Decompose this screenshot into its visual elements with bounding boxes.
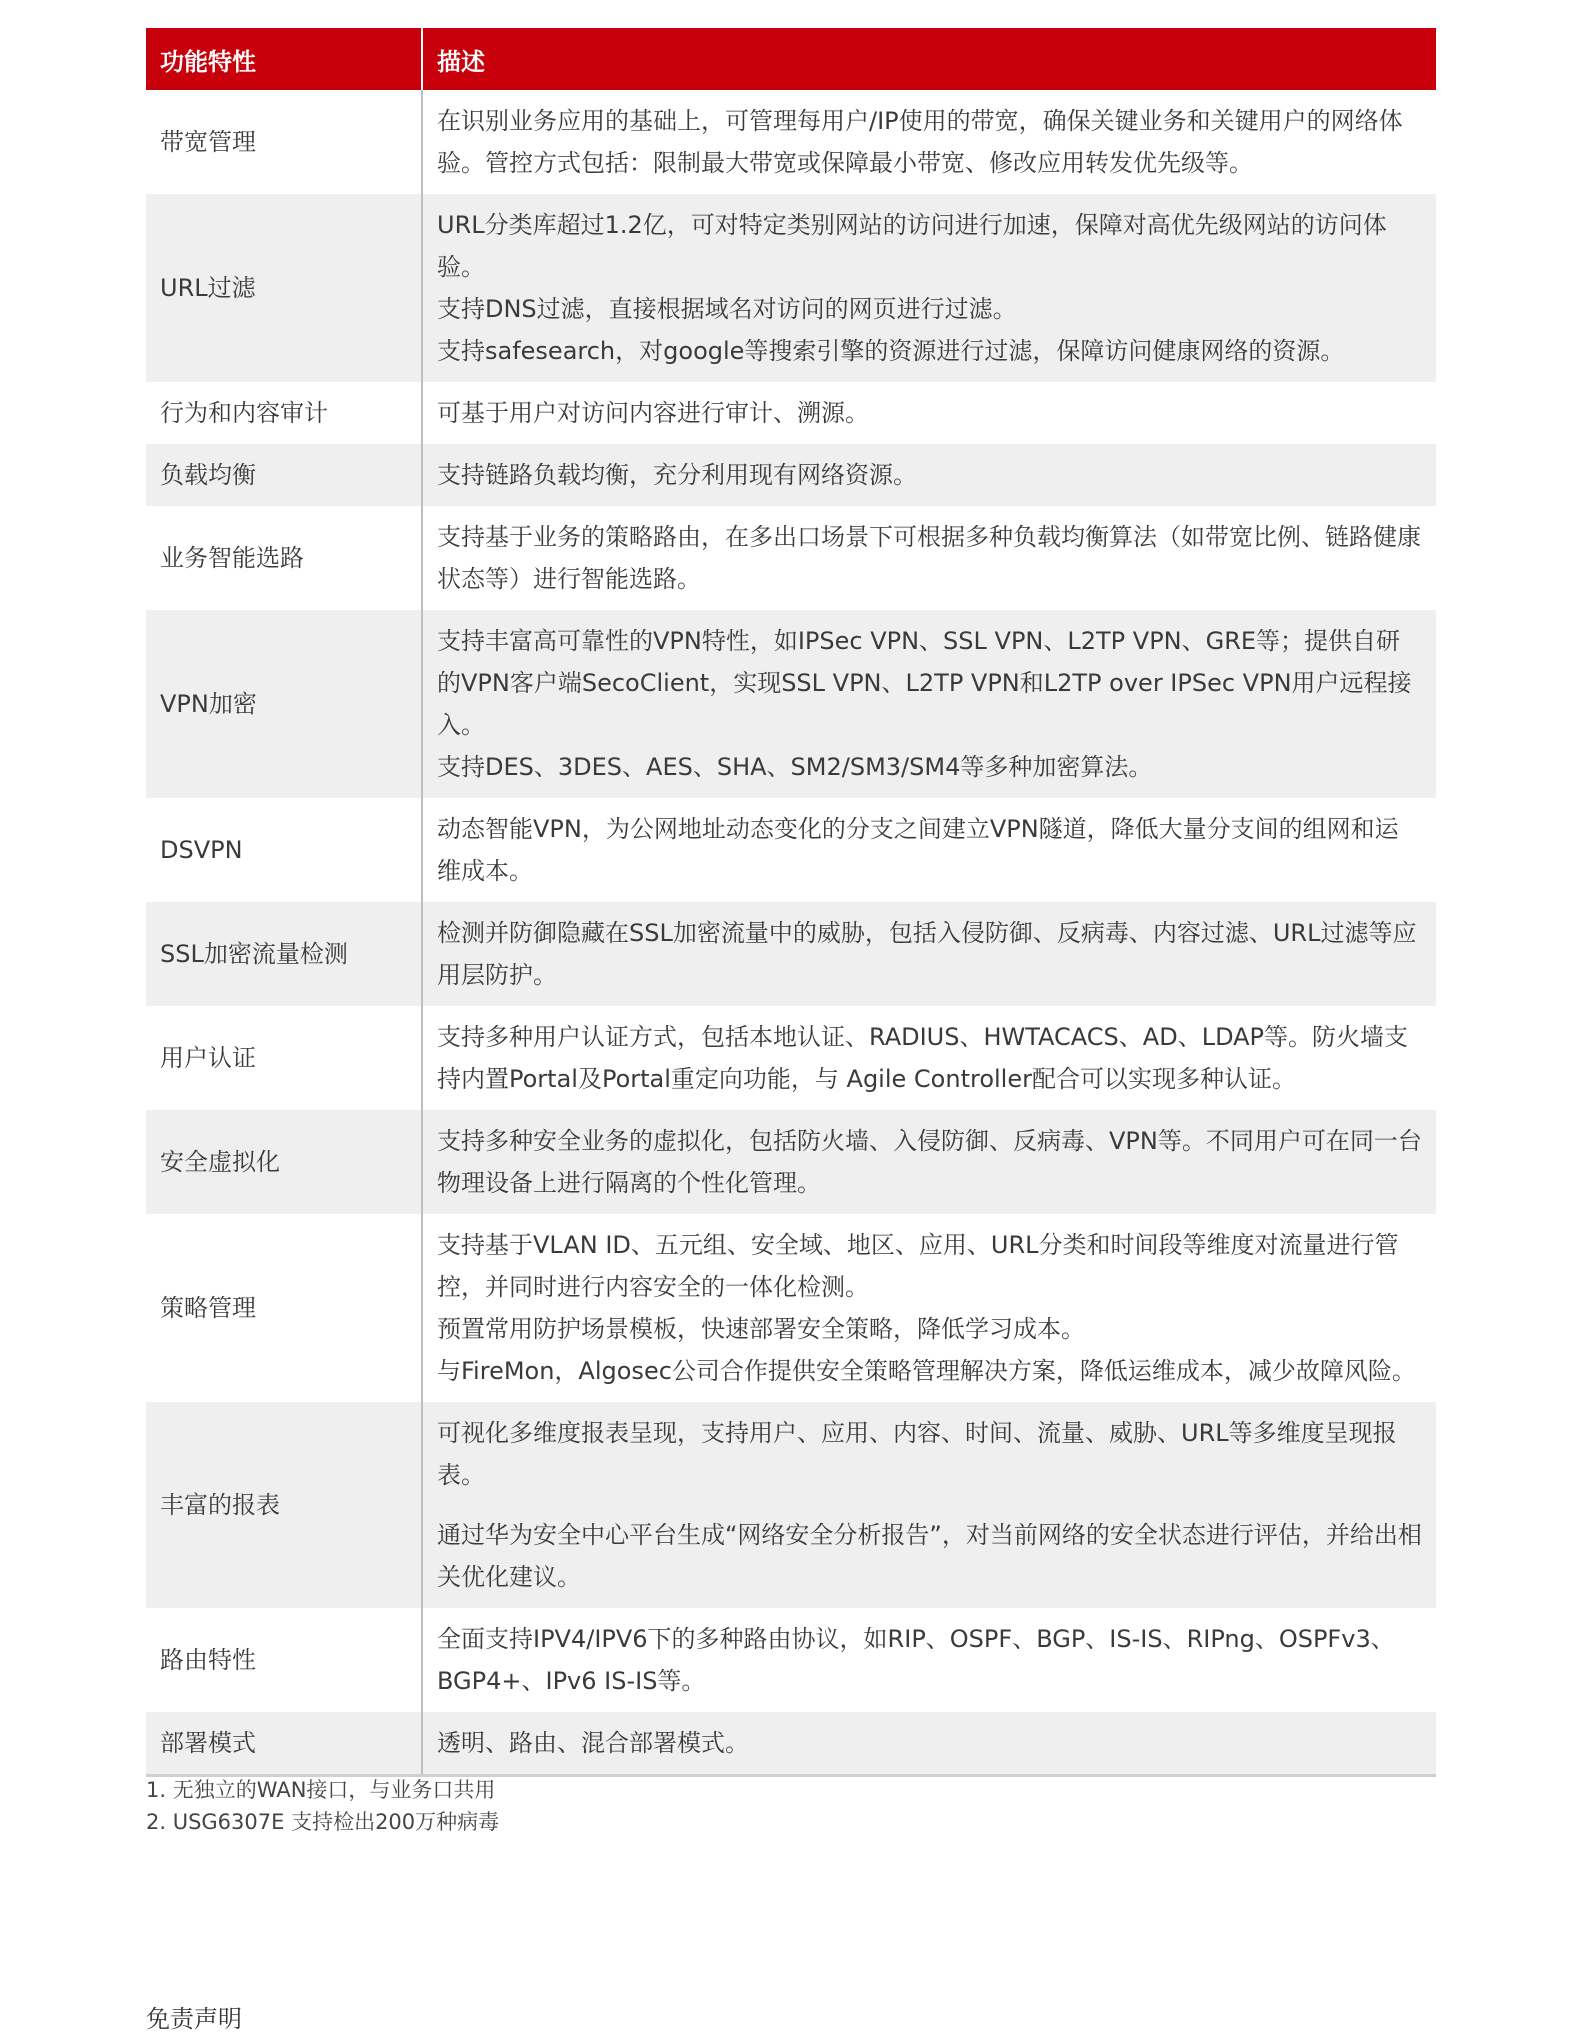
description-cell	[422, 798, 1436, 902]
feature-cell: 安全虚拟化	[146, 1110, 422, 1214]
description-cell	[422, 1006, 1436, 1110]
table-header	[146, 28, 1436, 90]
table-row	[146, 798, 1436, 902]
feature-cell: DSVPN	[146, 798, 422, 902]
description-cell	[422, 1712, 1436, 1776]
feature-cell: 路由特性	[146, 1608, 422, 1712]
table-row	[146, 444, 1436, 506]
header-description: 描述	[422, 28, 1436, 90]
description-cell	[422, 382, 1436, 444]
table-row	[146, 1712, 1436, 1776]
description-cell	[422, 194, 1436, 382]
description-paragraph: 支持多种安全业务的虚拟化，包括防火墙、入侵防御、反病毒、VPN等。不同用户可在同一台物理设备上进行隔离的个性化管理。	[437, 1127, 1422, 1197]
feature-cell: SSL加密流量检测	[146, 902, 422, 1006]
description-cell	[422, 1214, 1436, 1402]
footnotes	[146, 1774, 499, 1838]
description-paragraph: 支持链路负载均衡，充分利用现有网络资源。	[437, 461, 917, 489]
table-row	[146, 1110, 1436, 1214]
feature-table	[146, 28, 1436, 1777]
description-paragraph: 支持DES、3DES、AES、SHA、SM2/SM3/SM4等多种加密算法。	[437, 753, 1153, 781]
feature-cell: 负载均衡	[146, 444, 422, 506]
description-paragraph: 在识别业务应用的基础上，可管理每用户/IP使用的带宽，确保关键业务和关键用户的网络体验。管控方式包括：限制最大带宽或保障最小带宽、修改应用转发优先级等。	[437, 107, 1403, 177]
description-paragraph: 支持基于VLAN ID、五元组、安全域、地区、应用、URL分类和时间段等维度对流量进行管控，并同时进行内容安全的一体化检测。	[437, 1231, 1399, 1301]
description-paragraph: URL分类库超过1.2亿，可对特定类别网站的访问进行加速，保障对高优先级网站的访问体验。	[437, 211, 1387, 281]
table-row	[146, 90, 1436, 194]
feature-cell: 丰富的报表	[146, 1402, 422, 1608]
table-header-row	[146, 28, 1436, 90]
table-row	[146, 1214, 1436, 1402]
header-feature: 功能特性	[146, 28, 422, 90]
feature-cell: 业务智能选路	[146, 506, 422, 610]
feature-cell: 策略管理	[146, 1214, 422, 1402]
feature-cell: URL过滤	[146, 194, 422, 382]
description-paragraph: 可基于用户对访问内容进行审计、溯源。	[437, 399, 869, 427]
feature-cell: VPN加密	[146, 610, 422, 798]
description-paragraph: 全面支持IPV4/IPV6下的多种路由协议，如RIP、OSPF、BGP、IS-IS、RIPng、OSPFv3、BGP4+、IPv6 IS-IS等。	[437, 1625, 1395, 1695]
footnote: 2. USG6307E 支持检出200万种病毒	[146, 1810, 500, 1834]
description-cell	[422, 610, 1436, 798]
description-cell	[422, 1110, 1436, 1214]
table-row	[146, 610, 1436, 798]
feature-cell: 用户认证	[146, 1006, 422, 1110]
table-body	[146, 90, 1436, 1776]
description-paragraph: 支持DNS过滤，直接根据域名对访问的网页进行过滤。	[437, 295, 1017, 323]
description-paragraph: 支持多种用户认证方式，包括本地认证、RADIUS、HWTACACS、AD、LDAP等。防火墙支持内置Portal及Portal重定向功能，与 Agile Controller配合可以实现多种认证。	[437, 1023, 1409, 1093]
footnote: 1. 无独立的WAN接口，与业务口共用	[146, 1778, 496, 1802]
description-paragraph: 支持基于业务的策略路由，在多出口场景下可根据多种负载均衡算法（如带宽比例、链路健康状态等）进行智能选路。	[437, 523, 1421, 593]
description-paragraph: 支持丰富高可靠性的VPN特性，如IPSec VPN、SSL VPN、L2TP VPN、GRE等；提供自研的VPN客户端SecoClient，实现SSL VPN、L2TP VPN和L2TP over IPSec VPN用户远程接入。	[437, 627, 1412, 739]
description-paragraph: 通过华为安全中心平台生成“网络安全分析报告”，对当前网络的安全状态进行评估，并给出相关优化建议。	[437, 1521, 1422, 1591]
description-cell	[422, 1608, 1436, 1712]
disclaimer-heading: 免责声明	[146, 2005, 242, 2033]
description-cell	[422, 90, 1436, 194]
description-cell	[422, 444, 1436, 506]
feature-cell: 带宽管理	[146, 90, 422, 194]
feature-cell: 部署模式	[146, 1712, 422, 1776]
feature-cell: 行为和内容审计	[146, 382, 422, 444]
description-cell	[422, 1402, 1436, 1608]
table-row	[146, 382, 1436, 444]
description-paragraph: 可视化多维度报表呈现，支持用户、应用、内容、时间、流量、威胁、URL等多维度呈现报表。	[437, 1419, 1397, 1489]
table-row	[146, 1402, 1436, 1608]
table-row	[146, 1006, 1436, 1110]
description-paragraph: 检测并防御隐藏在SSL加密流量中的威胁，包括入侵防御、反病毒、内容过滤、URL过滤等应用层防护。	[437, 919, 1417, 989]
description-cell	[422, 902, 1436, 1006]
table-row	[146, 1608, 1436, 1712]
description-cell	[422, 506, 1436, 610]
description-paragraph: 支持safesearch，对google等搜索引擎的资源进行过滤，保障访问健康网络的资源。	[437, 337, 1345, 365]
description-paragraph: 动态智能VPN，为公网地址动态变化的分支之间建立VPN隧道，降低大量分支间的组网和运维成本。	[437, 815, 1399, 885]
description-paragraph: 与FireMon，Algosec公司合作提供安全策略管理解决方案，降低运维成本，减少故障风险。	[437, 1357, 1416, 1385]
table-row	[146, 194, 1436, 382]
table-row	[146, 902, 1436, 1006]
description-paragraph: 透明、路由、混合部署模式。	[437, 1729, 749, 1757]
description-paragraph: 预置常用防护场景模板，快速部署安全策略，降低学习成本。	[437, 1315, 1085, 1343]
table-row	[146, 506, 1436, 610]
